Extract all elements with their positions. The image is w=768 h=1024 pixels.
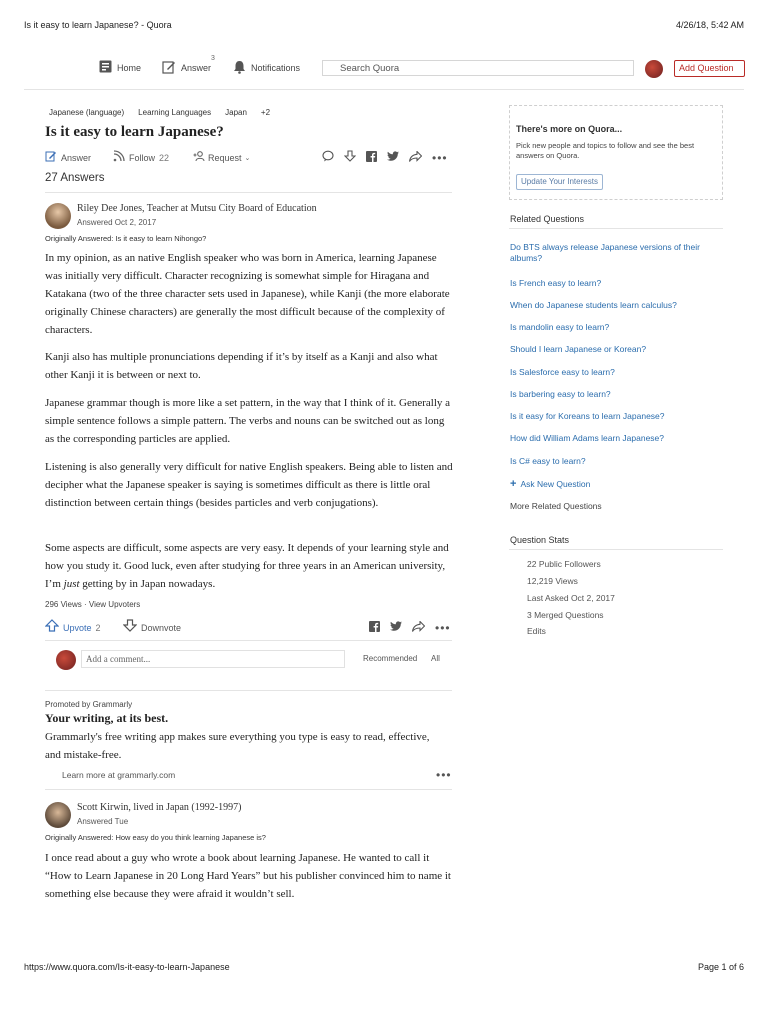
- follow-count: 22: [159, 153, 170, 163]
- related-question-link[interactable]: Should I learn Japanese or Korean?: [510, 344, 647, 354]
- home-icon: [99, 60, 112, 75]
- topic-tag[interactable]: Japan: [225, 108, 247, 117]
- answer-share-row: [369, 619, 451, 637]
- answer-text: getting by in Japan nowadays.: [79, 578, 216, 590]
- more-related-link[interactable]: More Related Questions: [510, 501, 602, 511]
- print-page-number: Page 1 of 6: [697, 962, 744, 972]
- related-question-link[interactable]: Is C# easy to learn?: [510, 456, 586, 466]
- add-person-icon: [193, 149, 205, 167]
- answer-paragraph: Kanji also has multiple pronunciations depending if it’s by itself as a Kanji and also what other Kanji it is between or next to.: [45, 351, 438, 381]
- related-question-link[interactable]: Is it easy for Koreans to learn Japanese?: [510, 411, 665, 421]
- answer2-divider: [45, 789, 452, 790]
- promo-link[interactable]: Learn more at grammarly.com: [62, 770, 176, 780]
- more-on-quora-title: There's more on Quora...: [516, 124, 623, 134]
- related-divider: [509, 228, 723, 229]
- stat-merged[interactable]: 3 Merged Questions: [527, 610, 604, 620]
- plus-icon: +: [510, 478, 517, 490]
- related-question-link[interactable]: When do Japanese students learn calculus?: [510, 300, 677, 310]
- share-icon[interactable]: [412, 619, 425, 637]
- topic-tag[interactable]: Learning Languages: [138, 108, 212, 117]
- related-question-link[interactable]: How did William Adams learn Japanese?: [510, 433, 665, 443]
- nav-notifications-label: Notifications: [251, 63, 301, 73]
- request-label: Request: [208, 153, 242, 163]
- answer-label: Answer: [61, 153, 92, 163]
- facebook-icon[interactable]: [369, 619, 380, 637]
- related-question-link[interactable]: Is barbering easy to learn?: [510, 389, 611, 399]
- more-options-icon[interactable]: •••: [436, 768, 452, 782]
- answers-count: 27 Answers: [45, 172, 105, 184]
- rss-icon: [113, 149, 125, 167]
- upvote-label: Upvote: [63, 623, 92, 633]
- views-and-upvoters[interactable]: 296 Views · View Upvoters: [45, 600, 141, 609]
- user-avatar[interactable]: [645, 60, 663, 78]
- print-datetime: 4/26/18, 5:42 AM: [675, 20, 744, 30]
- facebook-icon[interactable]: [366, 149, 377, 167]
- promo-text: Grammarly's free writing app makes sure everything you type is easy to read, effective, and mistake-free.: [45, 731, 430, 761]
- ask-new-question-label: Ask New Question: [520, 479, 591, 489]
- upvote-count: 2: [95, 623, 101, 633]
- update-interests-button[interactable]: Update Your Interests: [516, 174, 603, 190]
- promo-title[interactable]: Your writing, at its best.: [45, 711, 169, 725]
- related-question-link[interactable]: Is Salesforce easy to learn?: [510, 367, 615, 377]
- recommended-sort[interactable]: Recommended: [363, 654, 418, 663]
- nav-notifications[interactable]: [233, 60, 300, 76]
- author-avatar[interactable]: [45, 203, 71, 229]
- nav-divider: [24, 89, 744, 90]
- answer-paragraph: [45, 539, 455, 593]
- request-button[interactable]: [193, 149, 250, 167]
- answer-author[interactable]: Riley Dee Jones, Teacher at Mutsu City Board of Education: [77, 203, 317, 214]
- print-doc-title: Is it easy to learn Japanese? - Quora: [24, 20, 172, 30]
- all-comments-link[interactable]: All: [431, 654, 440, 663]
- downvote-label: Downvote: [141, 623, 182, 633]
- twitter-icon[interactable]: [387, 149, 399, 167]
- topic-tag-more[interactable]: +2: [260, 108, 271, 117]
- promoted-by: Promoted by Grammarly: [45, 700, 133, 709]
- answer-paragraph: I once read about a guy who wrote a book about learning Japanese. He wanted to call it “How to Learn Japanese in 20 Long Hard Years” but his publisher convinced him to name it something else because they were afraid it wouldn’t sell.: [45, 852, 451, 900]
- promo-divider: [45, 690, 452, 691]
- related-question-link[interactable]: Is mandolin easy to learn?: [510, 322, 610, 332]
- answers-divider: [45, 192, 452, 193]
- question-share-row: [322, 149, 448, 167]
- stat-followers[interactable]: 22 Public Followers: [527, 559, 601, 569]
- downvote-icon[interactable]: [344, 149, 356, 167]
- add-question-button[interactable]: Add Question: [674, 60, 745, 77]
- related-question-link[interactable]: Is French easy to learn?: [510, 278, 602, 288]
- pencil-icon: [162, 60, 176, 76]
- answer-paragraph: In my opinion, as an native English speaker who was born in America, learning Japanese was initially very difficult. Character recognizing is somewhat simple for Hiragana and Katakana (two of the three character sets used in Japanese), while Kanji (the more elaborate originally Chinese characters) are generally the most difficult because of the complexity of characters.: [45, 252, 450, 336]
- downvote-icon: [123, 619, 137, 637]
- downvote-button[interactable]: [123, 619, 181, 637]
- topic-tags: [49, 108, 270, 117]
- originally-answered: Originally Answered: Is it easy to learn Nihongo?: [45, 234, 207, 243]
- stat-edits[interactable]: Edits: [527, 626, 546, 636]
- answer-paragraph: Japanese grammar though is more like a set pattern, in the way that I think of it. Generally a simple sentence follows a simple pattern. The verbs and nouns can be switched out as long as the corresponding particles are applied.: [45, 397, 451, 445]
- share-icon[interactable]: [409, 149, 422, 167]
- answer-date: Answered Tue: [77, 817, 129, 826]
- comment-divider-top: [45, 640, 452, 641]
- related-question-link[interactable]: Do BTS always release Japanese versions of their albums?: [510, 242, 700, 263]
- question-stats-title: Question Stats: [510, 535, 570, 545]
- stat-last-asked: Last Asked Oct 2, 2017: [527, 593, 615, 603]
- comment-input[interactable]: Add a comment...: [81, 650, 345, 668]
- stats-divider: [509, 549, 723, 550]
- user-avatar: [56, 650, 76, 670]
- question-title: Is it easy to learn Japanese?: [45, 124, 224, 140]
- print-url: https://www.quora.com/Is-it-easy-to-learn-Japanese: [24, 962, 230, 972]
- answer-text-emphasis: just: [63, 578, 80, 590]
- nav-home-label: Home: [117, 62, 142, 73]
- topic-tag[interactable]: Japanese (language): [49, 108, 125, 117]
- answer-date: Answered Oct 2, 2017: [77, 218, 157, 227]
- nav-answer-label: Answer: [181, 63, 212, 73]
- chevron-down-icon: ⌄: [244, 155, 251, 162]
- question-answer-button[interactable]: [45, 149, 91, 167]
- nav-answer[interactable]: [162, 60, 211, 76]
- originally-answered: Originally Answered: How easy do you think learning Japanese is?: [45, 833, 266, 842]
- comment-icon[interactable]: [322, 149, 334, 167]
- twitter-icon[interactable]: [390, 619, 402, 637]
- more-options-icon[interactable]: •••: [432, 151, 448, 165]
- ask-new-question-link[interactable]: [510, 479, 590, 489]
- related-questions-title: Related Questions: [510, 214, 585, 224]
- pencil-icon: [45, 149, 57, 167]
- more-options-icon[interactable]: •••: [435, 621, 451, 635]
- follow-label: Follow: [129, 153, 156, 163]
- bell-icon: [233, 60, 246, 76]
- upvote-icon: [45, 619, 59, 637]
- answer-author[interactable]: Scott Kirwin, lived in Japan (1992-1997): [77, 802, 242, 813]
- answer-paragraph: Listening is also generally very difficult for native English speakers. Being able to listen and decipher what the Japanese speaker is saying is sometimes difficult as there is little oral distinction between certain things (besides particles and verb conjugations).: [45, 461, 453, 509]
- upvote-button[interactable]: [45, 619, 101, 637]
- stat-views: 12,219 Views: [527, 576, 578, 586]
- follow-button[interactable]: [113, 149, 169, 167]
- author-avatar[interactable]: [45, 802, 71, 828]
- answer-count-badge: 3: [211, 55, 215, 62]
- nav-home[interactable]: [99, 60, 141, 75]
- answer-text: Some aspects are difficult, some aspects are very easy. It depends of your learning style and how you study it. Good luck, even after studying for three years in an American university, I’m: [45, 542, 449, 590]
- search-input[interactable]: Search Quora: [322, 60, 634, 76]
- more-on-quora-text: Pick new people and topics to follow and see the best answers on Quora.: [516, 141, 695, 160]
